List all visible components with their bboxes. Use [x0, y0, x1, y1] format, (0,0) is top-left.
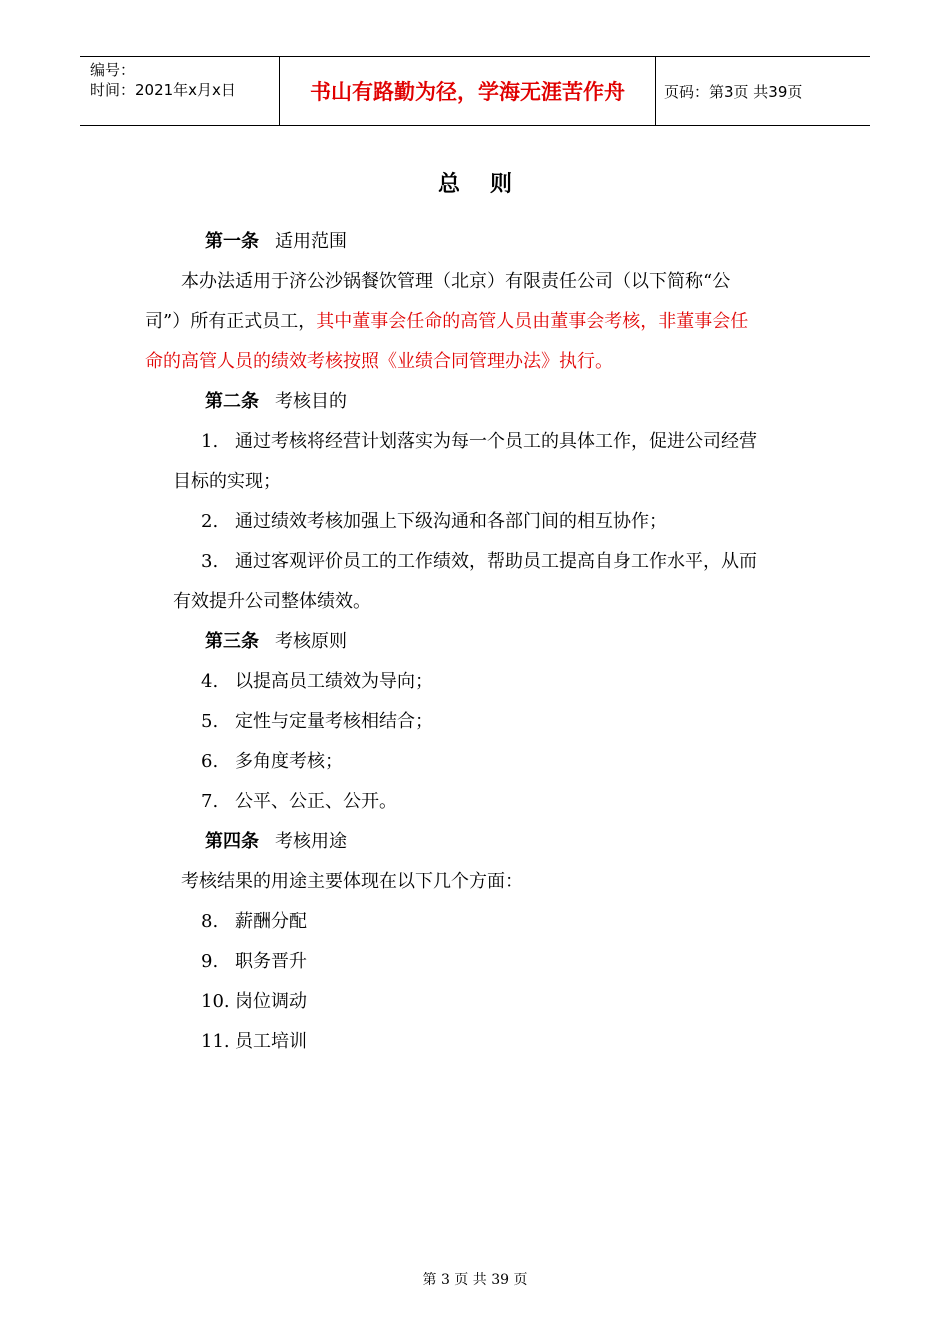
list-item-number: 7. [201, 791, 219, 812]
list-item-number: 5. [201, 711, 219, 732]
list-item-continuation: 目标的实现； [173, 471, 281, 492]
list-item-text: 员工培训 [235, 1031, 307, 1052]
list-item [201, 790, 397, 814]
article-1-title: 适用范围 [275, 231, 347, 252]
list-item-text: 通过考核将经营计划落实为每一个员工的具体工作，促进公司经营 [235, 431, 757, 452]
list-item-number: 3. [201, 551, 219, 572]
header-meta [80, 57, 280, 125]
list-item-text: 岗位调动 [235, 991, 307, 1012]
list-item-number: 4. [201, 671, 219, 692]
article-2-heading [205, 390, 347, 414]
article-4-heading [205, 830, 347, 854]
list-item [201, 550, 757, 574]
serial-label: 编号： [90, 61, 136, 79]
article-3-heading [205, 630, 347, 654]
article-3-number: 第三条 [205, 631, 259, 652]
article-1-para-line-2 [145, 310, 748, 334]
list-item [201, 430, 757, 454]
article-3-title: 考核原则 [275, 631, 347, 652]
list-item-number: 11. [201, 1031, 230, 1052]
article-1-heading [205, 230, 347, 254]
list-item-text: 通过绩效考核加强上下级沟通和各部门间的相互协作； [235, 511, 667, 532]
article-2-title: 考核目的 [275, 391, 347, 412]
list-item-continuation: 有效提升公司整体绩效。 [173, 591, 371, 612]
list-item-number: 6. [201, 751, 219, 772]
article-1-para-line-3: 命的高管人员的绩效考核按照《业绩合同管理办法》执行。 [145, 351, 613, 372]
list-item-number: 8. [201, 911, 219, 932]
list-item-text: 职务晋升 [235, 951, 307, 972]
list-item [201, 750, 343, 774]
list-item-number: 9. [201, 951, 219, 972]
list-item-text: 以提高员工绩效为导向； [235, 671, 433, 692]
list-item-text: 公平、公正、公开。 [235, 791, 397, 812]
list-item-text: 通过客观评价员工的工作绩效，帮助员工提高自身工作水平，从而 [235, 551, 757, 572]
document-title: 总则 [437, 172, 542, 197]
list-item-text: 多角度考核； [235, 751, 343, 772]
article-1-text-black: 司”）所有正式员工， [145, 311, 317, 332]
list-item-number: 10. [201, 991, 230, 1012]
list-item-text: 薪酬分配 [235, 911, 307, 932]
article-1-text-red: 其中董事会任命的高管人员由董事会考核，非董事会任 [316, 311, 749, 332]
article-4-title: 考核用途 [275, 831, 347, 852]
list-item [201, 950, 307, 974]
article-1-para-line-1: 本办法适用于济公沙锅餐饮管理（北京）有限责任公司（以下简称“公 [181, 271, 731, 292]
page-header [80, 56, 870, 126]
list-item [201, 990, 307, 1014]
list-item-number: 1. [201, 431, 219, 452]
article-4-number: 第四条 [205, 831, 259, 852]
header-motto: 书山有路勤为径，学海无涯苦作舟 [280, 57, 656, 125]
article-2-number: 第二条 [205, 391, 259, 412]
list-item [201, 670, 433, 694]
list-item-text: 定性与定量考核相结合； [235, 711, 433, 732]
list-item [201, 510, 667, 534]
list-item [201, 1030, 307, 1054]
date-label: 时间：2021年x月x日 [90, 81, 236, 99]
list-item [201, 910, 307, 934]
header-page-info: 页码：第3页 共39页 [664, 82, 803, 101]
list-item-number: 2. [201, 511, 219, 532]
page-footer: 第 3 页 共 39 页 [422, 1272, 528, 1288]
list-item [201, 710, 433, 734]
article-4-intro: 考核结果的用途主要体现在以下几个方面： [181, 871, 523, 892]
article-1-number: 第一条 [205, 231, 259, 252]
